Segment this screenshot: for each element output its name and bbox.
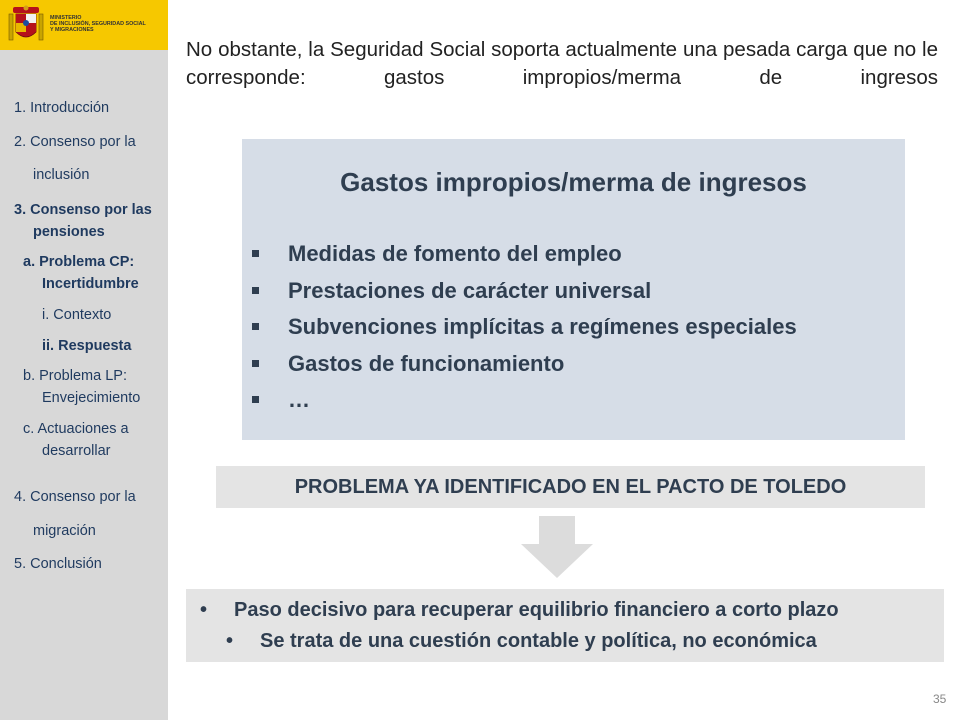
square-bullet-icon [252,396,259,403]
nav-item-consenso-pensiones[interactable]: 3. Consenso por las [14,202,152,218]
list-item-text: Medidas de fomento del empleo [288,241,622,266]
square-bullet-icon [252,360,259,367]
sidebar [0,0,168,720]
nav-item-conclusion[interactable]: 5. Conclusión [14,556,102,572]
list-item-text: Prestaciones de carácter universal [288,277,652,303]
ministry-logo-band [0,0,168,50]
nav-item-consenso-inclusion[interactable]: 2. Consenso por la [14,134,136,150]
list-item-text: … [288,387,310,412]
nav-item-problema-cp-cont[interactable]: Incertidumbre [42,276,139,292]
square-bullet-icon [252,323,259,330]
nav-item-respuesta[interactable]: ii. Respuesta [42,338,132,354]
nav-item-consenso-migracion-cont[interactable]: migración [33,523,96,539]
ministry-name [50,15,166,34]
page-number: 35 [933,692,947,706]
nav-item-consenso-pensiones-cont[interactable]: pensiones [33,224,105,240]
square-bullet-icon [252,287,259,294]
bullet-icon: • [226,630,234,652]
list-item-text: Gastos de funcionamiento [288,350,565,376]
nav-item-contexto[interactable]: i. Contexto [42,307,112,323]
conclusion-box [186,589,944,662]
nav-item-actuaciones-cont[interactable]: desarrollar [42,443,111,459]
nav-item-actuaciones[interactable]: c. Actuaciones a [23,421,129,437]
bullet-icon: • [200,599,208,621]
nav-item-problema-lp[interactable]: b. Problema LP: [23,368,127,384]
ministry-line: MINISTERIO [50,15,82,21]
ministry-line: DE INCLUSIÓN, SEGURIDAD SOCIAL [50,21,146,28]
nav-item-problema-cp[interactable]: a. Problema CP: [23,254,135,270]
conclusion-line-text: Se trata de una cuestión contable y política, no económica [260,630,817,652]
nav-item-consenso-migracion[interactable]: 4. Consenso por la [14,489,136,505]
ministry-line: Y MIGRACIONES [50,27,94,34]
nav-item-introduccion[interactable]: 1. Introducción [14,100,110,116]
pacto-toledo-box [216,466,925,508]
list-item-text: Subvenciones implícitas a regímenes especiales [288,314,797,339]
down-arrow-icon [521,516,593,578]
slide-title: No obstante, la Seguridad Social soporta actualmente una pesada carga que no le corresponde: gastos impropios/merma de ingresos [186,38,938,89]
box-heading: Gastos impropios/merma de ingresos [340,167,807,197]
pacto-toledo-text: PROBLEMA YA IDENTIFICADO EN EL PACTO DE TOLEDO [294,476,847,498]
nav-item-problema-lp-cont[interactable]: Envejecimiento [42,390,141,406]
conclusion-line-text: Paso decisivo para recuperar equilibrio financiero a corto plazo [234,599,839,621]
nav-item-consenso-inclusion-cont[interactable]: inclusión [33,167,90,183]
gastos-impropios-box [242,139,905,440]
square-bullet-icon [252,250,259,257]
spanish-coat-of-arms-icon [7,4,45,46]
